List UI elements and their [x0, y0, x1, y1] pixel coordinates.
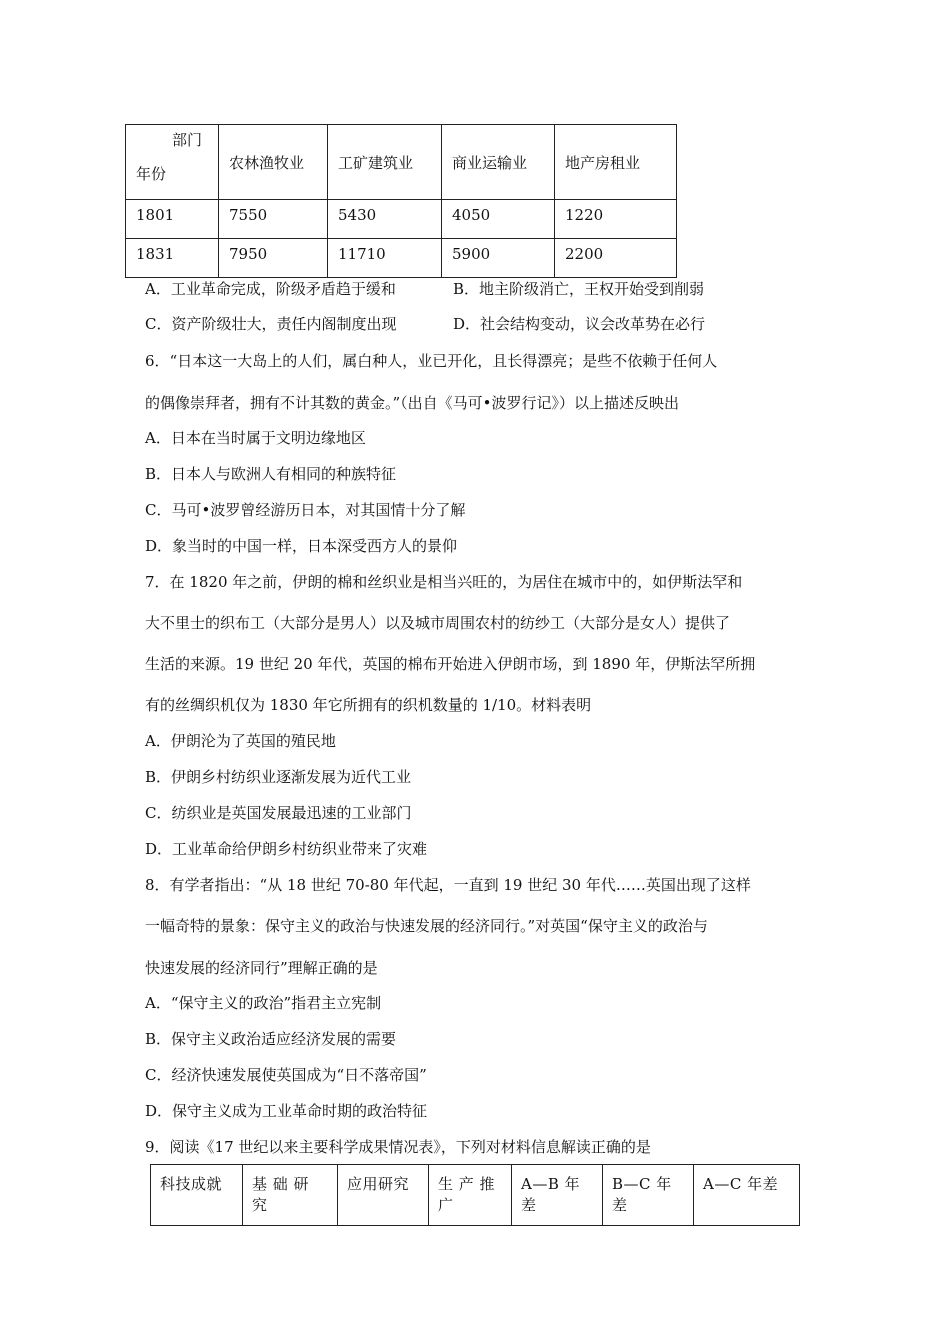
corner-label-year: 年份 — [136, 165, 167, 183]
table-header-cell: 应用研究 — [338, 1165, 429, 1226]
q9-stem: 9．阅读《17 世纪以来主要科学成果情况表》，下列对材料信息解读正确的是 — [145, 1138, 651, 1156]
table-row — [126, 200, 677, 239]
table-corner-cell — [126, 125, 219, 200]
table-header-cell: 基 础 研 究 — [243, 1165, 338, 1226]
q6-stem-line-1: 6．“日本这一大岛上的人们，属白种人，业已开化，且长得漂亮；是些不依赖于任何人 — [145, 352, 718, 370]
table-header-cell: 工矿建筑业 — [328, 125, 442, 200]
table-cell: 1831 — [126, 239, 219, 278]
table-header-cell: A—B 年差 — [512, 1165, 603, 1226]
table-cell: 4050 — [442, 200, 555, 239]
q5-option-a: A．工业革命完成，阶级矛盾趋于缓和 — [145, 280, 396, 298]
table-header-cell: 农林渔牧业 — [219, 125, 328, 200]
q5-option-d: D．社会结构变动，议会改革势在必行 — [453, 315, 706, 333]
table-cell: 7950 — [219, 239, 328, 278]
q5-option-b: B．地主阶级消亡，王权开始受到削弱 — [453, 280, 705, 298]
q8-option-b: B．保守主义政治适应经济发展的需要 — [145, 1030, 397, 1048]
q8-stem-line-1: 8．有学者指出：“从 18 世纪 70-80 年代起，一直到 19 世纪 30 年代……英国出现了这样 — [145, 876, 751, 894]
sector-output-table — [125, 124, 677, 278]
table-row — [126, 239, 677, 278]
table-header-cell: 地产房租业 — [555, 125, 677, 200]
q8-option-c: C．经济快速发展使英国成为“日不落帝国” — [145, 1066, 427, 1084]
q7-stem-line-4: 有的丝绸织机仅为 1830 年它所拥有的织机数量的 1/10。材料表明 — [145, 696, 592, 714]
q7-stem-line-2: 大不里士的织布工（大部分是男人）以及城市周围农村的纺纱工（大部分是女人）提供了 — [145, 614, 731, 632]
q7-stem-line-1: 7．在 1820 年之前，伊朗的棉和丝织业是相当兴旺的，为居住在城市中的，如伊斯法罕和 — [145, 573, 743, 591]
q5-option-c: C．资产阶级壮大，责任内阁制度出现 — [145, 315, 397, 333]
q7-stem-line-3: 生活的来源。19 世纪 20 年代，英国的棉布开始进入伊朗市场，到 1890 年，伊斯法罕所拥 — [145, 655, 756, 673]
q8-option-a: A．“保守主义的政治”指君主立宪制 — [145, 994, 382, 1012]
table-header-cell: A—C 年差 — [694, 1165, 800, 1226]
q8-option-d: D．保守主义成为工业革命时期的政治特征 — [145, 1102, 428, 1120]
table-cell: 1801 — [126, 200, 219, 239]
q8-stem-line-3: 快速发展的经济同行”理解正确的是 — [145, 959, 378, 977]
table-header-cell: B—C 年差 — [603, 1165, 694, 1226]
table-header-cell: 商业运输业 — [442, 125, 555, 200]
table-row — [151, 1165, 800, 1226]
q8-stem-line-2: 一幅奇特的景象：保守主义的政治与快速发展的经济同行。”对英国“保守主义的政治与 — [145, 917, 708, 935]
table-cell: 7550 — [219, 200, 328, 239]
q7-option-c: C．纺织业是英国发展最迅速的工业部门 — [145, 804, 412, 822]
table-cell: 2200 — [555, 239, 677, 278]
table-header-cell: 科技成就 — [151, 1165, 243, 1226]
q7-option-b: B．伊朗乡村纺织业逐渐发展为近代工业 — [145, 768, 412, 786]
table-cell: 11710 — [328, 239, 442, 278]
q6-option-a: A．日本在当时属于文明边缘地区 — [145, 429, 366, 447]
q6-option-c: C．马可•波罗曾经游历日本，对其国情十分了解 — [145, 501, 466, 519]
table-header-cell: 生 产 推 广 — [429, 1165, 512, 1226]
q6-stem-line-2: 的偶像崇拜者，拥有不计其数的黄金。”（出自《马可•波罗行记》）以上描述反映出 — [145, 394, 680, 412]
q7-option-a: A．伊朗沦为了英国的殖民地 — [145, 732, 336, 750]
q6-option-d: D．象当时的中国一样，日本深受西方人的景仰 — [145, 537, 458, 555]
science-achievements-table — [150, 1164, 800, 1226]
table-cell: 5430 — [328, 200, 442, 239]
q7-option-d: D．工业革命给伊朗乡村纺织业带来了灾难 — [145, 840, 428, 858]
corner-label-sector: 部门 — [172, 131, 203, 149]
table-cell: 1220 — [555, 200, 677, 239]
table-cell: 5900 — [442, 239, 555, 278]
q6-option-b: B．日本人与欧洲人有相同的种族特征 — [145, 465, 397, 483]
